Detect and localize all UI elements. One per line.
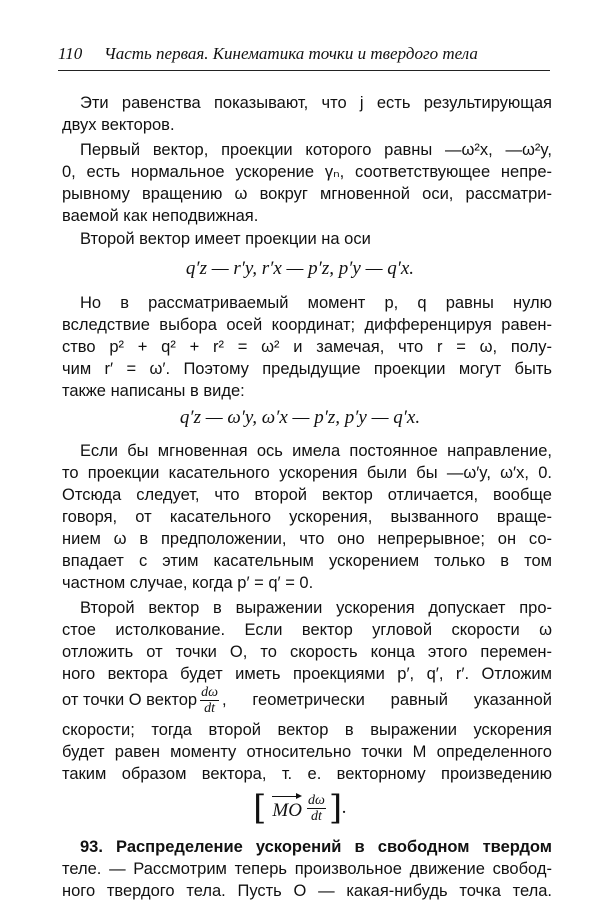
text-line: Второй вектор в выражении ускорения допускает про- — [80, 599, 552, 617]
text-line-with-fraction — [62, 683, 552, 717]
header-rule — [58, 70, 550, 71]
text-line: чим r′ = ω′. Поэтому предыдущие проекции могут быть — [62, 360, 552, 378]
formula-projections-rewritten: q′z — ω′y, ω′x — p′z, p′y — q′x. — [179, 407, 421, 428]
running-header — [58, 44, 558, 64]
text-line: стое истолкование. Если вектор угловой скорости ω — [62, 621, 552, 639]
text-fragment: от точки O вектор — [62, 691, 198, 709]
right-bracket: ] — [328, 788, 343, 828]
text-line: частном случае, когда p′ = q′ = 0. — [62, 574, 314, 592]
text-line: ваемой как неподвижная. — [62, 207, 259, 225]
fraction-domega-dt — [307, 793, 326, 824]
vector-MO: MO — [272, 794, 302, 822]
text-line: 0, есть нормальное ускорение γₙ, соответствующее непре- — [62, 163, 552, 181]
fraction-domega-dt — [200, 685, 219, 716]
fraction-numerator: dω — [307, 792, 325, 808]
fraction-numerator: dω — [201, 684, 218, 700]
fraction-denominator: dt — [204, 700, 215, 716]
left-bracket: [ — [253, 788, 267, 828]
text-line: отложить от точки O, то скорость конца этого перемен- — [62, 643, 552, 661]
text-line: ство p² + q² + r² = ω² и замечая, что r = ω, полу- — [62, 338, 552, 356]
text-line: Если бы мгновенная ось имела постоянное направление, — [80, 442, 552, 460]
text-line: также написаны в виде: — [62, 382, 245, 400]
formula-vector-product — [0, 786, 600, 830]
text-line: скорости; тогда второй вектор в выражении ускорения — [62, 721, 552, 739]
text-line: теле. — Рассмотрим теперь произвольное движение свобод- — [62, 860, 552, 878]
text-line: то проекции касательного ускорения были бы —ω′y, ω′x, 0. — [62, 464, 552, 482]
text-line: рывному вращению ω вокруг мгновенной оси, рассматри- — [62, 185, 552, 203]
fraction-denominator: dt — [310, 808, 322, 824]
text-line: ного вектора будет иметь проекциями p′, q′, r′. Отложим — [62, 665, 552, 683]
section-heading: 93. Распределение ускорений в свободном твердом — [80, 838, 552, 856]
text-line: ного твердого тела. Пусть O — какая-нибудь точка тела. — [62, 882, 552, 900]
text-line: вследствие выбора осей координат; дифференцируя равен- — [62, 316, 552, 334]
text-line: таким образом вектора, т. е. векторному произведению — [62, 765, 552, 783]
text-line: Первый вектор, проекции которого равны —ω²x, —ω²y, — [80, 141, 552, 159]
text-line: нием ω в предположении, что оно непрерывное; он со- — [62, 530, 552, 548]
formula-period: . — [342, 797, 347, 818]
text-line: Эти равенства показывают, что j есть результирующая — [80, 94, 552, 112]
text-line: двух векторов. — [62, 116, 175, 134]
text-line: впадает с этим касательным ускорением только в том — [62, 552, 552, 570]
text-fragment: , геометрически равный указанной — [221, 691, 552, 709]
text-line: Но в рассматриваемый момент p, q равны нулю — [80, 294, 552, 312]
running-title: Часть первая. Кинематика точки и твердого тела — [104, 44, 478, 63]
formula-projections: q′z — r′y, r′x — p′z, p′y — q′x. — [185, 258, 415, 279]
text-line: Второй вектор имеет проекции на оси — [80, 230, 371, 248]
text-line: Отсюда следует, что второй вектор отличается, вообще — [62, 486, 552, 504]
text-line: говоря, от касательного ускорения, вызванного враще- — [62, 508, 552, 526]
text-line: будет равен моменту относительно точки M определенного — [62, 743, 552, 761]
page-number: 110 — [58, 44, 83, 63]
